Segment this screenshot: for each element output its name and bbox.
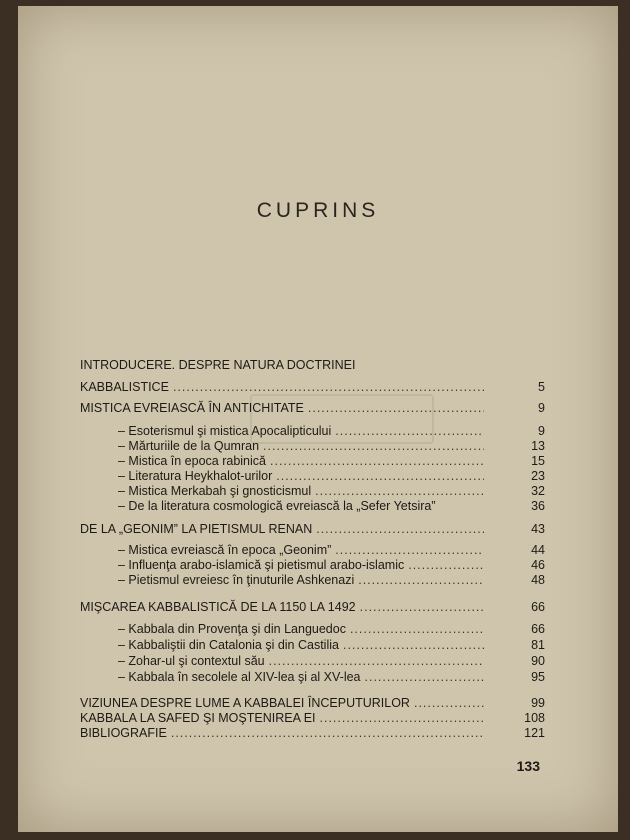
toc-item: [118, 499, 498, 515]
toc-section-title: MISTICA EVREIASCĂ ÎN ANTICHITATE: [80, 401, 304, 415]
toc-item-label: – Mărturiile de la Qumran: [118, 439, 260, 453]
page-folio-number: 133: [516, 758, 540, 774]
toc-page-number: 5: [538, 380, 545, 394]
toc-entry-safed: [80, 711, 488, 727]
leader-dots: [335, 424, 484, 438]
toc-item: [118, 573, 488, 589]
toc-item: [118, 543, 488, 559]
leader-dots: [269, 654, 484, 668]
toc-item: [118, 638, 488, 654]
toc-item: [118, 454, 488, 470]
toc-page-number: 44: [531, 543, 545, 557]
leader-dots: [316, 522, 484, 536]
toc-page-number: 95: [531, 670, 545, 684]
toc-page-number: 36: [531, 499, 545, 513]
toc-entry-label: KABBALA LA SAFED ŞI MOŞTENIREA EI: [80, 711, 316, 725]
leader-dots: [414, 696, 484, 710]
toc-entry-label: KABBALISTICE: [80, 380, 169, 394]
leader-dots: [315, 484, 484, 498]
leader-dots: [173, 380, 484, 394]
leader-dots: [408, 558, 484, 572]
leader-dots: [320, 711, 484, 725]
toc-item-label: – Kabbala din Provenţa şi din Languedoc: [118, 622, 346, 636]
toc-section-2: [80, 522, 488, 538]
toc-page-number: 66: [531, 600, 545, 614]
toc-item-label: – Literatura Heykhalot-urilor: [118, 469, 273, 483]
toc-page-number: 9: [538, 424, 545, 438]
toc-item-label: – Mistica Merkabah şi gnosticismul: [118, 484, 312, 498]
leader-dots: [276, 469, 484, 483]
toc-item: [118, 439, 488, 455]
toc-page-number: 46: [531, 558, 545, 572]
leader-dots: [358, 573, 484, 587]
toc-page-number: 48: [531, 573, 545, 587]
toc-item-label: – Kabbala în secolele al XIV-lea şi al XV-lea: [118, 670, 361, 684]
leader-dots: [263, 439, 484, 453]
toc-section-title: DE LA „GEONIM” LA PIETISMUL RENAN: [80, 522, 313, 536]
toc-page-number: 32: [531, 484, 545, 498]
toc-page-number: 9: [538, 401, 545, 415]
toc-item: [118, 670, 488, 686]
toc-item: [118, 558, 488, 574]
toc-item: [118, 654, 488, 670]
leader-dots: [350, 622, 484, 636]
toc-page-number: 90: [531, 654, 545, 668]
toc-item: [118, 622, 488, 638]
book-page: [18, 6, 618, 832]
toc-page-number: 81: [531, 638, 545, 652]
toc-item: [118, 469, 488, 485]
toc-item-label: – Zohar-ul şi contextul său: [118, 654, 265, 668]
toc-page-number: 13: [531, 439, 545, 453]
leader-dots: [270, 454, 484, 468]
toc-item-label: – Esoterismul şi mistica Apocalipticului: [118, 424, 332, 438]
toc-item-label: – Influenţa arabo-islamică şi pietismul arabo-islamic: [118, 558, 405, 572]
toc-page-number: 99: [531, 696, 545, 710]
leader-dots: [335, 543, 484, 557]
toc-section-title: MIŞCAREA KABBALISTICĂ DE LA 1150 LA 1492: [80, 600, 356, 614]
toc-page-number: 23: [531, 469, 545, 483]
toc-entry-label: BIBLIOGRAFIE: [80, 726, 167, 740]
toc-entry-viziunea: [80, 696, 488, 712]
toc-page-number: 66: [531, 622, 545, 636]
toc-item-label: – Kabbaliştii din Catalonia şi din Castilia: [118, 638, 339, 652]
toc-page-number: 108: [524, 711, 545, 725]
toc-entry-intro: [80, 380, 488, 396]
toc-page-number: 15: [531, 454, 545, 468]
toc-item-label: – Mistica în epoca rabinică: [118, 454, 266, 468]
toc-section-1: [80, 401, 488, 417]
toc-page-number: 43: [531, 522, 545, 536]
toc-item-label: – Mistica evreiască în epoca „Geonim”: [118, 543, 332, 557]
toc-item-label: – Pietismul evreiesc în ţinuturile Ashkenazi: [118, 573, 355, 587]
toc-item: [118, 484, 488, 500]
leader-dots: [365, 670, 484, 684]
leader-dots: [343, 638, 484, 652]
toc-item: [118, 424, 488, 440]
leader-dots: [308, 401, 484, 415]
toc-item-label: – De la literatura cosmologică evreiască la „Sefer Yetsira”: [118, 499, 436, 513]
leader-dots: [360, 600, 484, 614]
toc-entry-label: INTRODUCERE. DESPRE NATURA DOCTRINEI: [80, 358, 356, 372]
toc-entry-label: VIZIUNEA DESPRE LUME A KABBALEI ÎNCEPUTURILOR: [80, 696, 410, 710]
page-title: CUPRINS: [256, 199, 380, 222]
toc-section-3: [80, 600, 488, 616]
toc-entry-bibliografie: [80, 726, 488, 742]
toc-entry-intro-line1: [80, 358, 356, 374]
leader-dots: [171, 726, 484, 740]
toc-page-number: 121: [524, 726, 545, 740]
